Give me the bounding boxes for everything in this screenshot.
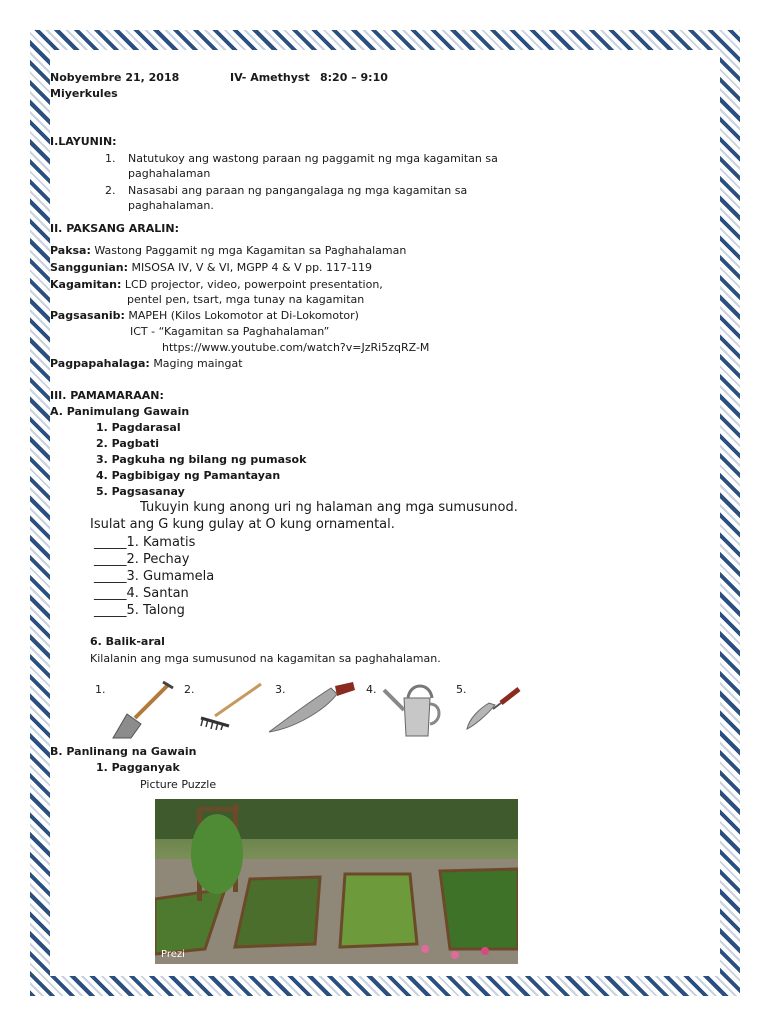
picture-puzzle-label: Picture Puzzle [140,778,217,791]
tool-number-1: 1. [95,683,106,696]
watering-can-icon [380,674,450,744]
kagamitan-row [50,277,383,292]
youtube-link[interactable]: https://www.youtube.com/watch?v=JzRi5zqRZ-M [162,341,430,354]
photo-watermark: Prezi [161,949,185,960]
step-4: 4. Pagbibigay ng Pamantayan [96,469,281,482]
balik-aral-text: Kilalanin ang mga sumusunod na kagamitan sa paghahalaman. [90,652,441,665]
sanggunian-row [50,260,372,275]
date: Nobyembre 21, 2018 [50,71,180,84]
paksa-value: Wastong Paggamit ng mga Kagamitan sa Paghahalaman [94,244,407,257]
tool-number-3: 3. [275,683,286,696]
kagamitan-value-2: pentel pen, tsart, mga tunay na kagamitan [127,293,365,306]
exercise-item: _____3. Gumamela [94,569,215,584]
sanggunian-value: MISOSA IV, V & VI, MGPP 4 & V pp. 117-119 [131,261,373,274]
time: 8:20 – 9:10 [320,71,388,84]
exercise-item: _____2. Pechay [94,552,190,567]
pagpapahalaga-row [50,356,243,371]
step-1: 1. Pagdarasal [96,421,181,434]
paksang-aralin-heading: II. PAKSANG ARALIN: [50,222,179,235]
panlinang-heading: B. Panlinang na Gawain [50,745,197,758]
layunin-2-line2: paghahalaman. [128,199,214,212]
kagamitan-value-1: LCD projector, video, powerpoint presentation, [124,278,383,291]
exercise-item: _____4. Santan [94,586,189,601]
instruction-2: Isulat ang G kung gulay at O kung ornamental. [90,517,395,532]
layunin-1-num: 1. [105,152,116,165]
trowel-icon [465,685,525,735]
tool-number-5: 5. [456,683,467,696]
exercise-item: _____5. Talong [94,603,185,618]
section: IV- Amethyst [230,71,310,84]
shovel-icon [105,680,175,740]
bolo-knife-icon [265,680,360,740]
instruction-1: Tukuyin kung anong uri ng halaman ang mga sumusunod. [140,500,518,515]
panimulang-gawain-heading: A. Panimulang Gawain [50,405,190,418]
layunin-2-line1: Nasasabi ang paraan ng pangangalaga ng mga kagamitan sa [128,184,468,197]
pagganyak: 1. Pagganyak [96,761,180,774]
pagsasanib-row [50,308,359,323]
kagamitan-label: Kagamitan: [50,278,122,291]
rake-icon [195,680,265,730]
day: Miyerkules [50,87,118,100]
garden-photo [155,799,518,964]
paksa-row [50,243,406,258]
layunin-1-line2: paghahalaman [128,167,211,180]
tool-number-4: 4. [366,683,377,696]
step-5: 5. Pagsasanay [96,485,185,498]
layunin-1-line1: Natutukoy ang wastong paraan ng paggamit ng mga kagamitan sa [128,152,498,165]
balik-aral-heading: 6. Balik-aral [90,635,165,648]
exercise-item: _____1. Kamatis [94,535,196,550]
pagpapahalaga-value: Maging maingat [153,357,243,370]
step-3: 3. Pagkuha ng bilang ng pumasok [96,453,307,466]
tool-number-2: 2. [184,683,195,696]
pagpapahalaga-label: Pagpapahalaga: [50,357,150,370]
sanggunian-label: Sanggunian: [50,261,129,274]
pamamaraan-heading: III. PAMAMARAAN: [50,389,164,402]
pagsasanib-value-1: MAPEH (Kilos Lokomotor at Di-Lokomotor) [128,309,359,322]
pagsasanib-value-2: ICT - “Kagamitan sa Paghahalaman” [130,325,330,338]
layunin-heading: I.LAYUNIN: [50,135,117,148]
pagsasanib-label: Pagsasanib: [50,309,125,322]
layunin-2-num: 2. [105,184,116,197]
paksa-label: Paksa: [50,244,91,257]
step-2: 2. Pagbati [96,437,160,450]
